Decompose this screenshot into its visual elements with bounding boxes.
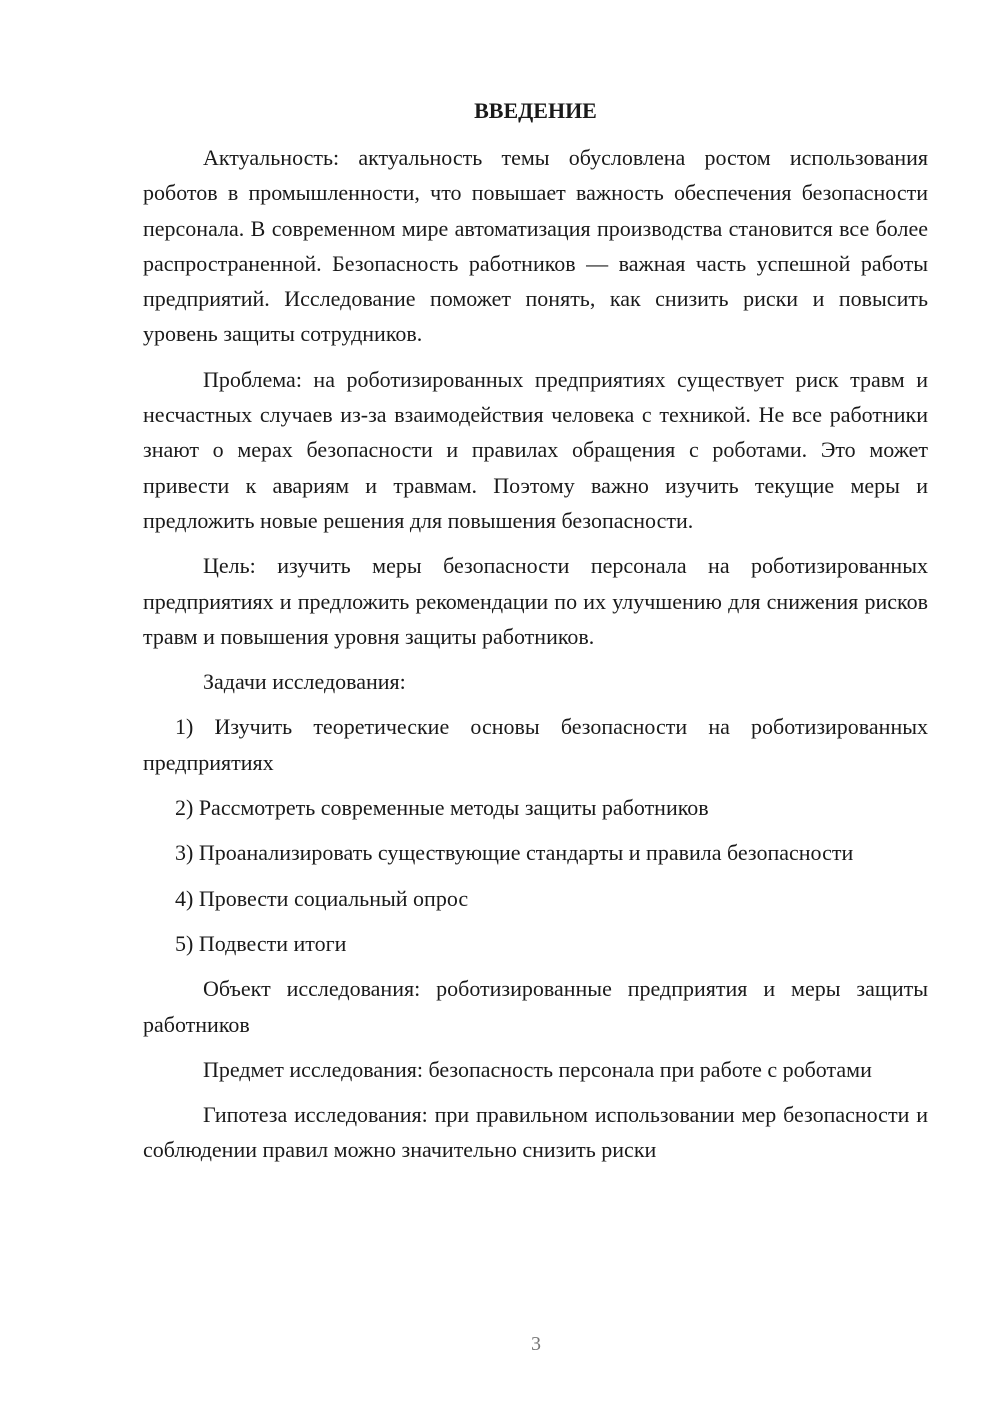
list-item: 4) Провести социальный опрос [175, 885, 469, 911]
section-heading: ВВЕДЕНИЕ [474, 98, 597, 123]
page-number: 3 [531, 1333, 541, 1355]
list-item: 3) Проанализировать существующие стандарты и правила безопасности [175, 840, 854, 866]
list-item: 5) Подвести итоги [175, 930, 347, 956]
goal-paragraph: Цель: изучить меры безопасности персонала на роботизированных предприятиях и предложить рекомендации по их улучшению для снижения рисков травм и повышения уровня защиты работников. [143, 553, 928, 649]
relevance-paragraph: Актуальность: актуальность темы обусловлена ростом использования роботов в промышленности, что повышает важность обеспечения безопасности персонала. В современном мире автоматизация производства становится все более распространенной. Безопасность работников — важная часть успешной работы предприятий. Исследование поможет понять, как снизить риски и повысить уровень защиты сотрудников. [143, 145, 928, 347]
hypothesis-paragraph: Гипотеза исследования: при правильном использовании мер безопасности и соблюдении правил можно значительно снизить риски [143, 1102, 928, 1163]
tasks-list [143, 709, 928, 961]
subject-paragraph: Предмет исследования: безопасность персонала при работе с роботами [203, 1056, 872, 1082]
list-item: 1) Изучить теоретические основы безопасности на роботизированных предприятиях [143, 714, 928, 775]
list-item: 2) Рассмотреть современные методы защиты работников [175, 795, 709, 821]
document-page [143, 93, 928, 1168]
problem-paragraph: Проблема: на роботизированных предприятиях существует риск травм и несчастных случаев из-за взаимодействия человека с техникой. Не все работники знают о мерах безопасности и правилах обращения с роботами. Это может привести к авариям и травмам. Поэтому важно изучить текущие меры и предложить новые решения для повышения безопасности. [143, 366, 928, 533]
tasks-title: Задачи исследования: [203, 669, 406, 695]
object-paragraph: Объект исследования: роботизированные предприятия и меры защиты работников [143, 976, 928, 1037]
